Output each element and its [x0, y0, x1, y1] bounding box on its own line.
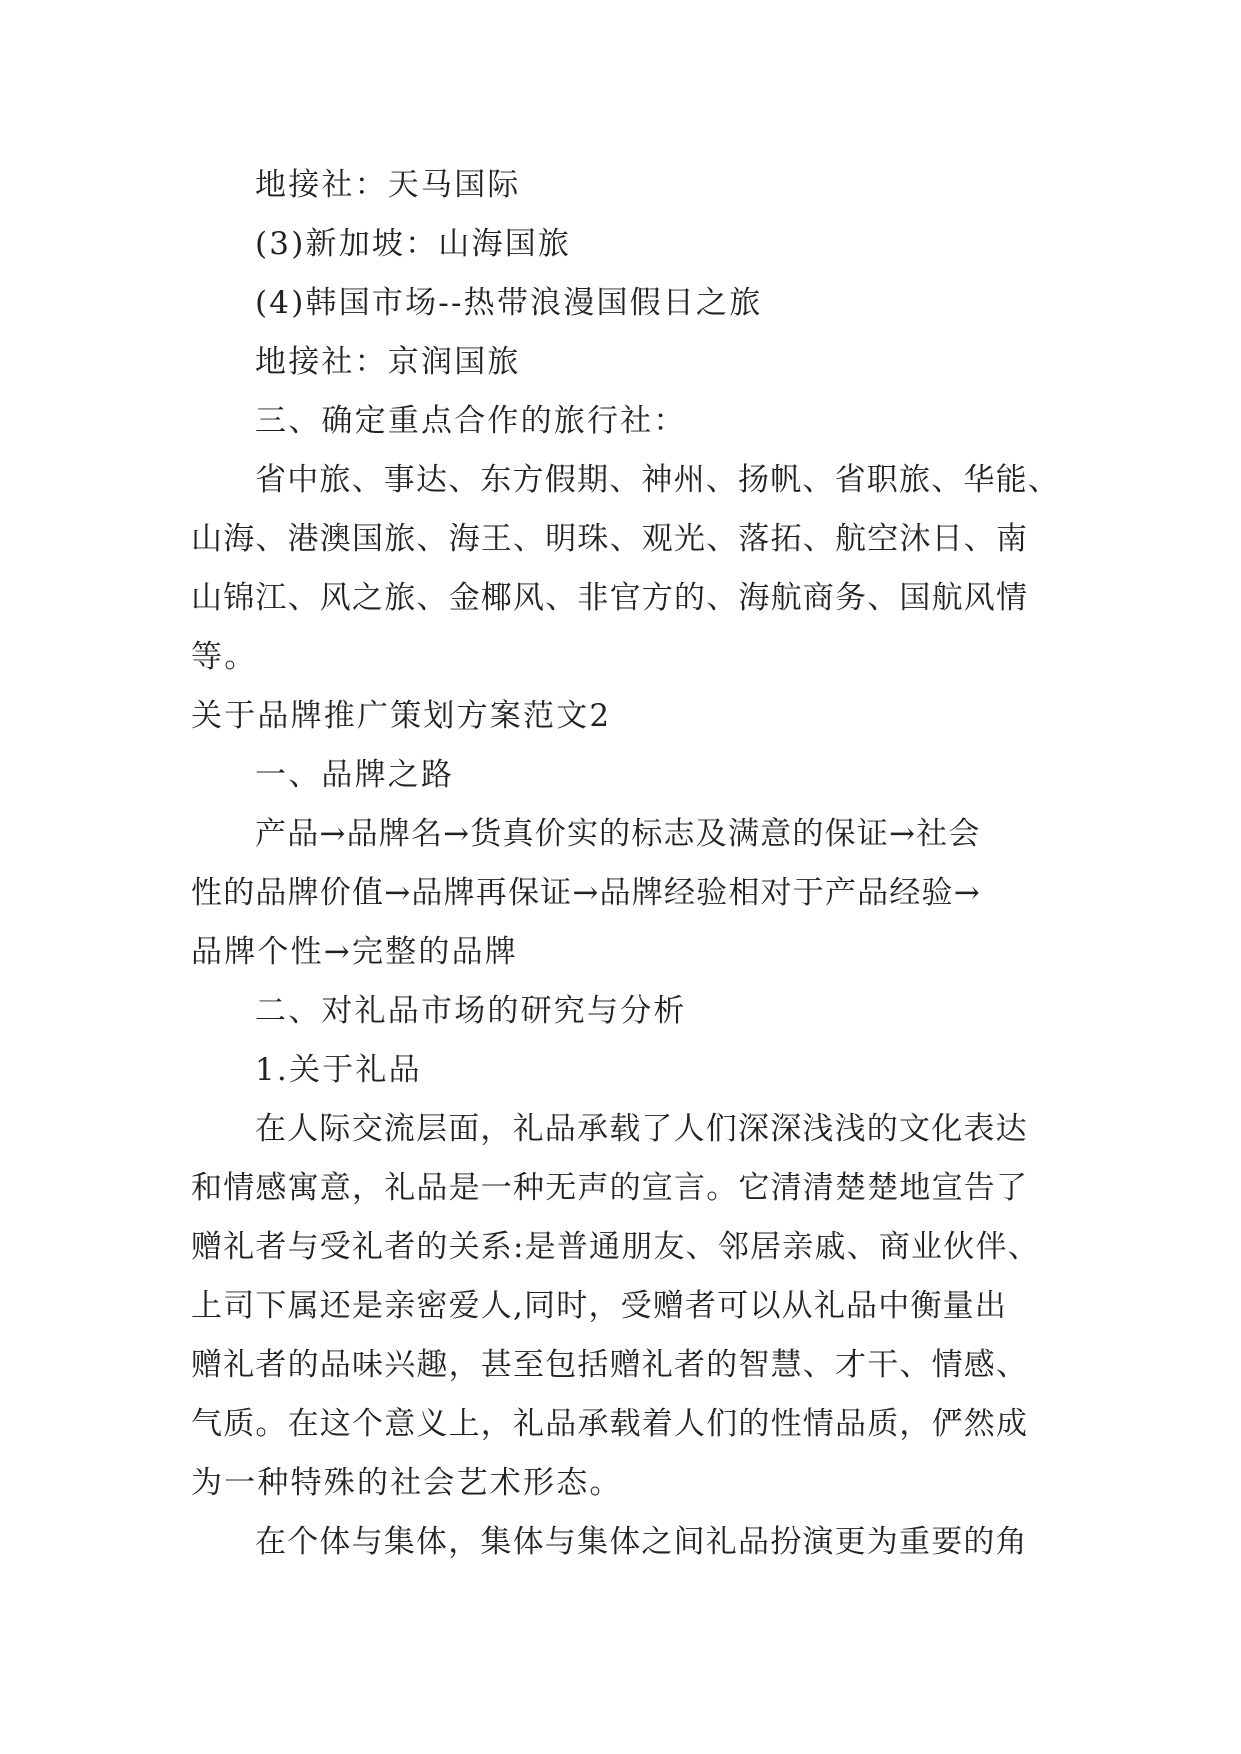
text-line: 在人际交流层面，礼品承载了人们深深浅浅的文化表达: [255, 1111, 1028, 1147]
section-heading: 三、确定重点合作的旅行社：: [255, 403, 687, 439]
text-line: 上司下属还是亲密爱人,同时，受赠者可以从礼品中衡量出: [191, 1288, 1008, 1324]
text-line: (4)韩国市场--热带浪漫国假日之旅: [255, 285, 763, 321]
article-title: 关于品牌推广策划方案范文2: [191, 698, 612, 734]
text-line: 地接社：京润国旅: [255, 344, 521, 380]
text-line: 产品→品牌名→货真价实的标志及满意的保证→社会: [255, 816, 981, 852]
text-line: 省中旅、事达、东方假期、神州、扬帆、省职旅、华能、: [255, 462, 1060, 498]
text-line: 赠礼者的品味兴趣，甚至包括赠礼者的智慧、才干、情感、: [191, 1347, 1029, 1383]
text-line: 性的品牌价值→品牌再保证→品牌经验相对于产品经验→: [191, 875, 981, 911]
text-line: 品牌个性→完整的品牌: [191, 934, 518, 970]
subsection-heading: 1.关于礼品: [255, 1052, 422, 1088]
text-line: 等。: [191, 639, 258, 675]
text-line: 地接社：天马国际: [255, 167, 521, 203]
text-line: 赠礼者与受礼者的关系:是普通朋友、邻居亲戚、商业伙伴、: [191, 1229, 1040, 1265]
text-line: 为一种特殊的社会艺术形态。: [191, 1465, 623, 1501]
text-line: 和情感寓意，礼品是一种无声的宣言。它清清楚楚地宣告了: [191, 1170, 1029, 1206]
section-heading: 一、品牌之路: [255, 757, 455, 793]
text-line: (3)新加坡：山海国旅: [255, 226, 572, 262]
text-line: 山锦江、风之旅、金椰风、非官方的、海航商务、国航风情: [191, 580, 1029, 616]
text-line: 山海、港澳国旅、海王、明珠、观光、落拓、航空沐日、南: [191, 521, 1029, 557]
text-line: 在个体与集体，集体与集体之间礼品扮演更为重要的角: [255, 1524, 1028, 1560]
section-heading: 二、对礼品市场的研究与分析: [255, 993, 687, 1029]
text-line: 气质。在这个意义上，礼品承载着人们的性情品质，俨然成: [191, 1406, 1029, 1442]
